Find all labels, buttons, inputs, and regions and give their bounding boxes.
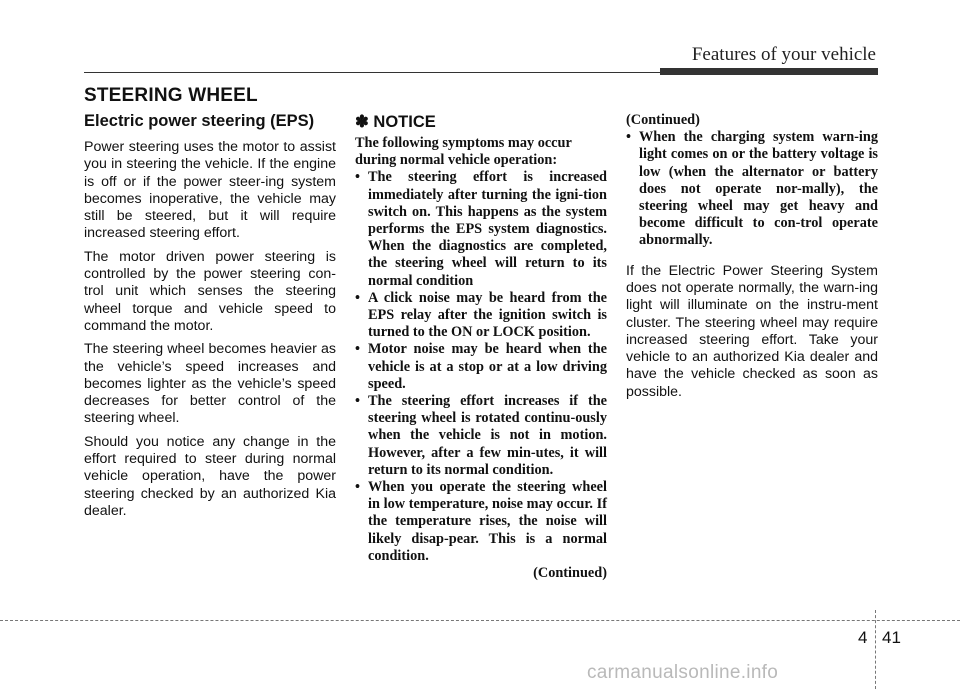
bullet-icon: •: [355, 169, 361, 186]
header-rule: [84, 72, 664, 73]
list-item-text: The steering effort is increased immediately after turning the igni-tion switch on. This happens as the system performs the EPS system diagnostics. When the diagnostics are completed, the steering wheel will return to its normal condition: [368, 169, 607, 289]
header-rule-accent: [660, 68, 878, 75]
list-item: [355, 290, 607, 342]
paragraph: The motor driven power steering is controlled by the power steering con-trol unit which senses the steering wheel torque and vehicle speed to command the motor.: [84, 248, 336, 334]
section-title: STEERING WHEEL: [84, 85, 258, 106]
bullet-icon: •: [355, 393, 361, 410]
header-title: Features of your vehicle: [691, 44, 876, 65]
page-chapter: 4: [858, 628, 868, 647]
column-3: [626, 112, 878, 407]
continued-label: (Continued): [533, 565, 607, 582]
paragraph: If the Electric Power Steering System does not operate normally, the warn-ing light will illuminate on the instru-ment cluster. The steering wheel may require increased steering effort. Take your vehicle to an authorized Kia dealer and have the vehicle checked as soon as possible.: [626, 262, 878, 400]
bullet-icon: •: [355, 479, 361, 496]
bullet-icon: •: [355, 341, 361, 358]
list-item-text: When the charging system warn-ing light comes on or the battery voltage is low (when the alternator or battery does not operate nor-mally), the steering wheel may get heavy and become difficult to con-trol operate abnormally.: [639, 129, 878, 249]
notice-title: [355, 112, 607, 132]
list-item-text: The steering effort increases if the steering wheel is rotated continu-ously when the vehicle is not in motion. However, after a few min-utes, it will return to its normal condition.: [368, 393, 607, 478]
watermark: carmanualsonline.info: [587, 662, 779, 683]
paragraph: Power steering uses the motor to assist you in steering the vehicle. If the engine is off or if the power steer-ing system becomes inoperative, the vehicle may still be steered, but it will require increased steering effort.: [84, 139, 336, 242]
list-item: [355, 341, 607, 393]
page-number: 41: [882, 628, 901, 647]
bullet-icon: •: [626, 129, 632, 146]
bullet-icon: •: [355, 289, 361, 306]
notice-bullet-list: [355, 169, 607, 565]
notice-title-text: NOTICE: [373, 113, 436, 131]
footer-divider: [875, 610, 876, 689]
list-item: [355, 479, 607, 565]
paragraph: Should you notice any change in the effort required to steer during normal vehicle operation, have the power steering checked by an authorized Kia dealer.: [84, 433, 336, 519]
notice-intro: The following symptoms may occur during normal vehicle operation:: [355, 135, 572, 169]
continued-label: (Continued): [626, 112, 700, 128]
footer-rule: [0, 620, 960, 621]
list-item: [626, 129, 878, 249]
list-item-text: When you operate the steering wheel in low temperature, noise may occur. If the temperature rises, the noise will likely disap-pear. This is a normal condition.: [368, 479, 607, 564]
eps-subheading: Electric power steering (EPS): [84, 112, 315, 130]
notice-asterisk-icon: ✽: [355, 113, 369, 131]
list-item: [355, 169, 607, 289]
notice-bullet-list: [626, 129, 878, 249]
column-1: [84, 112, 336, 526]
list-item: [355, 393, 607, 479]
paragraph: The steering wheel becomes heavier as the vehicle’s speed increases and becomes lighter as the vehicle’s speed decreases for better control of the steering wheel.: [84, 341, 336, 427]
notice-box: [355, 112, 607, 582]
list-item-text: A click noise may be heard from the EPS relay after the ignition switch is turned to the ON or LOCK position.: [368, 289, 607, 341]
list-item-text: Motor noise may be heard when the vehicle is at a stop or at a low driving speed.: [368, 341, 607, 392]
